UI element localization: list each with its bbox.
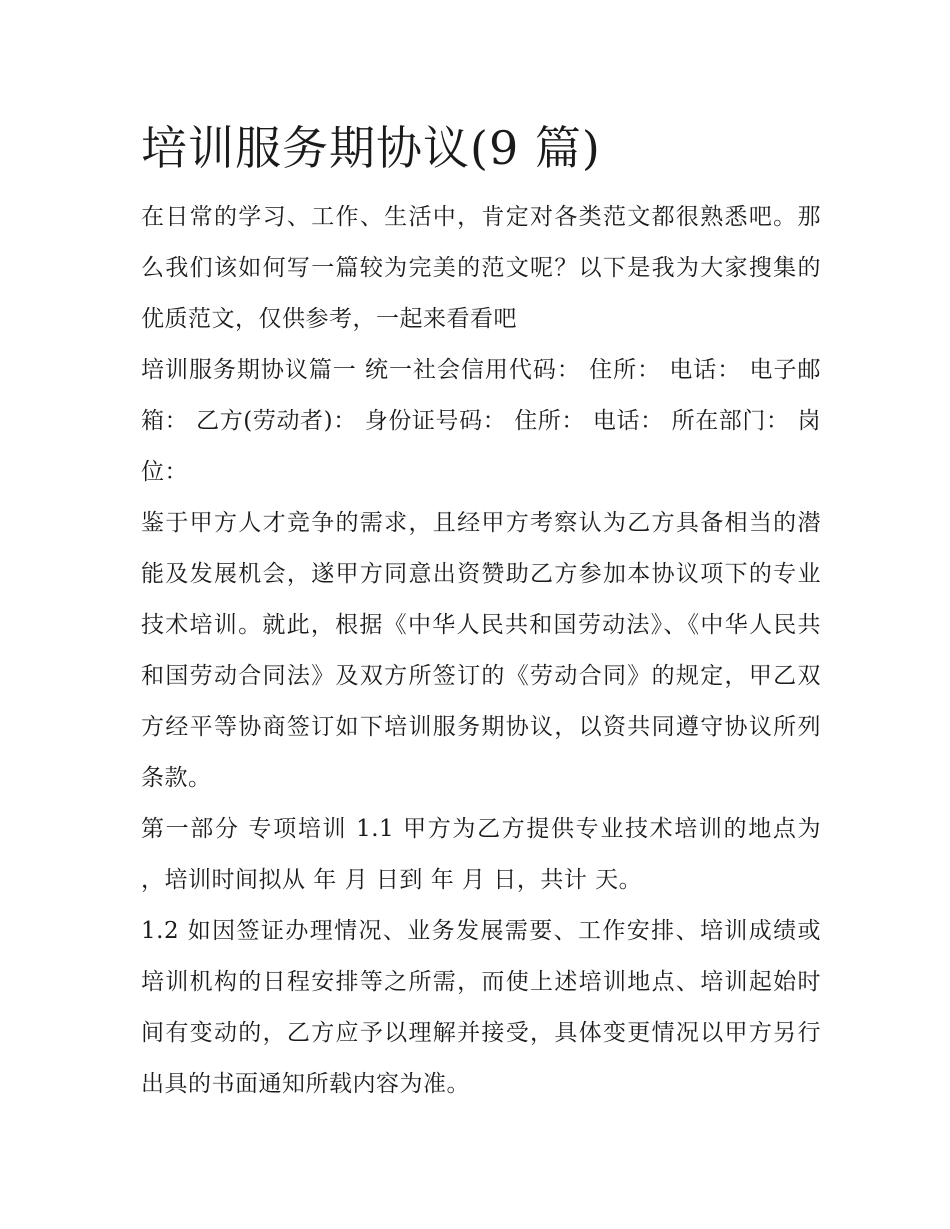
document-page xyxy=(141,110,821,1110)
document-title: 培训服务期协议(9 篇) xyxy=(141,121,601,175)
party-info-paragraph: 培训服务期协议篇一 统一社会信用代码： 住所： 电话： 电子邮箱： 乙方(劳动者)： 身份证号码： 住所： 电话： 所在部门： 岗位： xyxy=(141,357,821,485)
clause-1-2-paragraph: 1.2 如因签证办理情况、业务发展需要、工作安排、培训成绩或培训机构的日程安排等之所需，而使上述培训地点、培训起始时间有变动的，乙方应予以理解并接受，具体变更情况以甲方另行出具的书面通知所载内容为准。 xyxy=(141,918,821,1097)
preamble-paragraph: 鉴于甲方人才竞争的需求，且经甲方考察认为乙方具备相当的潜能及发展机会，遂甲方同意出资赞助乙方参加本协议项下的专业技术培训。就此，根据《中华人民共和国劳动法》、《中华人民共和国劳动合同法》及双方所签订的《劳动合同》的规定，甲乙双方经平等协商签订如下培训服务期协议，以资共同遵守协议所列条款。 xyxy=(141,510,821,791)
clause-1-1-paragraph: 第一部分 专项培训 1.1 甲方为乙方提供专业技术培训的地点为 ，培训时间拟从 年 月 日到 年 月 日，共计 天。 xyxy=(141,816,821,893)
intro-paragraph: 在日常的学习、工作、生活中，肯定对各类范文都很熟悉吧。那么我们该如何写一篇较为完美的范文呢？以下是我为大家搜集的优质范文，仅供参考，一起来看看吧 xyxy=(141,204,821,332)
